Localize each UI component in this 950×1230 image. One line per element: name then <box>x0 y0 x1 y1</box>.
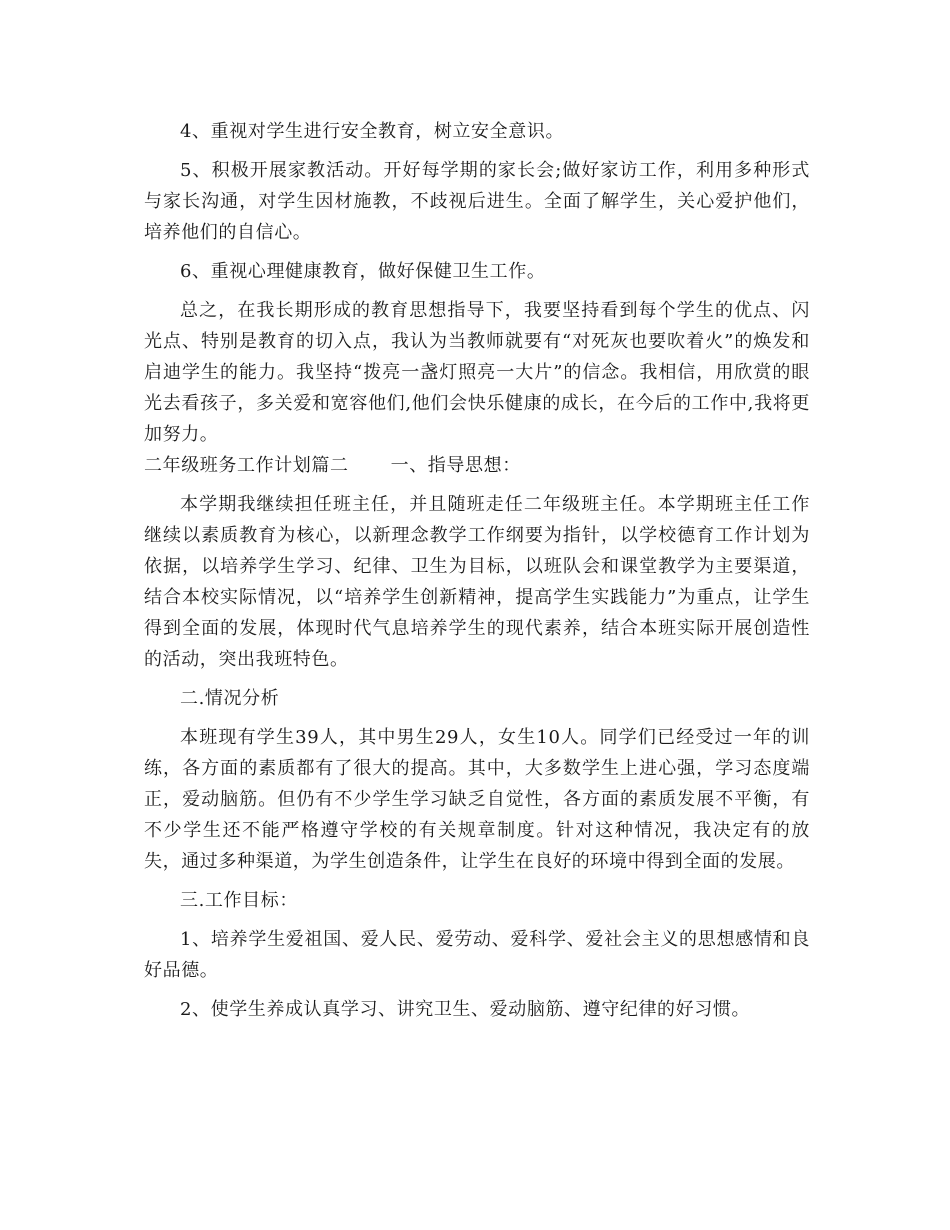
section-title: 二年级班务工作计划篇二 <box>144 455 349 476</box>
paragraph-goal-1: 1、培养学生爱祖国、爱人民、爱劳动、爱科学、爱社会主义的思想感情和良好品德。 <box>144 929 810 981</box>
paragraph-situation-analysis: 本班现有学生39人，其中男生29人，女生10人。同学们已经受过一年的训练，各方面的素质都有了很大的提高。其中，大多数学生上进心强，学习态度端正，爱动脑筋。但仍有不少学生学习缺乏自觉性，各方面的素质发展不平衡，有不少学生还不能严格遵守学校的有关规章制度。针对这种情况，我决定有的放失，通过多种渠道，为学生创造条件，让学生在良好的环境中得到全面的发展。 <box>144 727 810 872</box>
paragraph-home-education: 5、积极开展家教活动。开好每学期的家长会;做好家访工作，利用多种形式与家长沟通，对学生因材施教，不歧视后进生。全面了解学生，关心爱护他们，培养他们的自信心。 <box>144 160 810 243</box>
paragraph-conclusion: 总之，在我长期形成的教育思想指导下，我要坚持看到每个学生的优点、闪光点、特别是教育的切入点，我认为当教师就要有“对死灰也要吹着火”的焕发和启迪学生的能力。我坚持“拨亮一盏灯照亮一大片”的信念。我相信，用欣赏的眼光去看孩子，多关爱和宽容他们,他们会快乐健康的成长，在今后的工作中,我将更加努力。 <box>144 300 810 445</box>
section-subtitle: 一、指导思想： <box>390 455 521 476</box>
paragraph-mental-health: 6、重视心理健康教育，做好保健卫生工作。 <box>180 261 546 282</box>
paragraph-guiding-thought: 本学期我继续担任班主任，并且随班走任二年级班主任。本学期班主任工作继续以素质教育为核心，以新理念教学工作纲要为指针，以学校德育工作计划为依据，以培养学生学习、纪律、卫生为目标，以班队会和课堂教学为主要渠道，结合本校实际情况，以“培养学生创新精神，提高学生实践能力”为重点，让学生得到全面的发展，体现时代气息培养学生的现代素养，结合本班实际开展创造性的活动，突出我班特色。 <box>144 494 810 670</box>
paragraph-goal-2: 2、使学生养成认真学习、讲究卫生、爱动脑筋、遵守纪律的好习惯。 <box>180 999 751 1020</box>
document-body <box>144 116 810 1025</box>
paragraph-safety-education: 4、重视对学生进行安全教育，树立安全意识。 <box>180 121 565 142</box>
heading-situation-analysis: 二.情况分析 <box>180 688 280 709</box>
heading-work-goals: 三.工作目标： <box>180 890 298 911</box>
section-heading <box>144 450 810 481</box>
